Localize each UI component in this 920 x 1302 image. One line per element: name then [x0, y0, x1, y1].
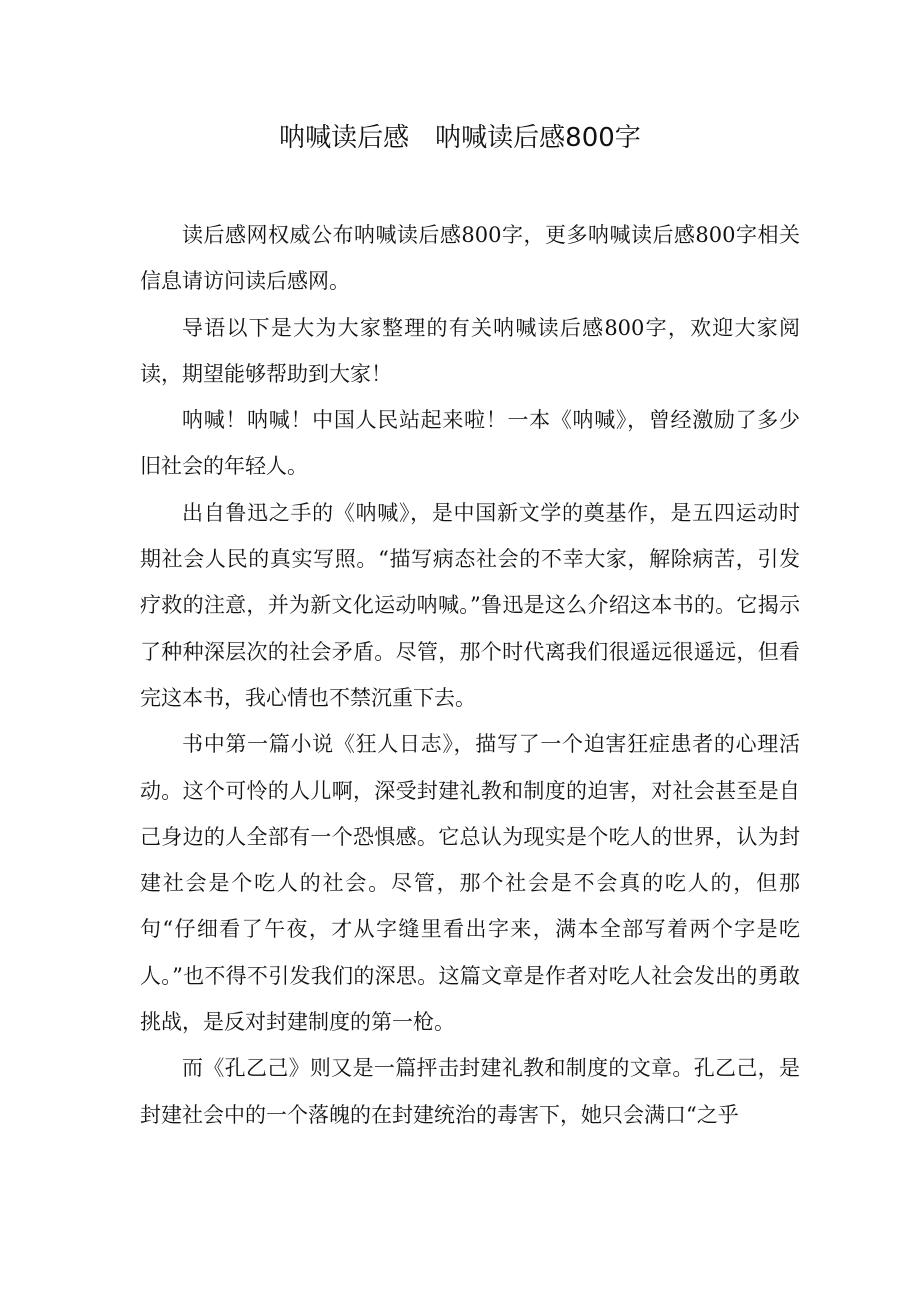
- paragraph-origin: 出自鲁迅之手的《呐喊》，是中国新文学的奠基作，是五四运动时期社会人民的真实写照。“描写病态社会的不幸大家，解除病苦，引发疗救的注意，并为新文化运动呐喊。”鲁迅是这么介绍这本书的。它揭示了种种深层次的社会矛盾。尽管，那个时代离我们很遥远很遥远，但看完这本书，我心情也不禁沉重下去。: [140, 500, 800, 710]
- paragraph-madman-diary: 书中第一篇小说《狂人日志》，描写了一个迫害狂症患者的心理活动。这个可怜的人儿啊，深受封建礼教和制度的迫害，对社会甚至是自己身边的人全部有一个恐惧感。它总认为现实是个吃人的世界，认为封建社会是个吃人的社会。尽管，那个社会是不会真的吃人的，但那句“仔细看了午夜，才从字缝里看出字来，满本全部写着两个字是吃人。”也不得不引发我们的深思。这篇文章是作者对吃人社会发出的勇敢挑战，是反对封建制度的第一枪。: [140, 732, 800, 1035]
- document-body: [140, 212, 800, 1138]
- paragraph-guide: 导语以下是大为大家整理的有关呐喊读后感800字，欢迎大家阅读，期望能够帮助到大家！: [140, 315, 800, 386]
- document-title: 呐喊读后感 呐喊读后感800字: [279, 123, 641, 153]
- paragraph-intro: 读后感网权威公布呐喊读后感800字，更多呐喊读后感800字相关信息请访问读后感网。: [140, 223, 800, 294]
- paragraph-kong-yiji: 而《孔乙己》则又是一篇抨击封建礼教和制度的文章。孔乙己，是封建社会中的一个落魄的在封建统治的毒害下，她只会满口“之乎: [140, 1056, 800, 1127]
- paragraph-shout: 呐喊！呐喊！中国人民站起来啦！一本《呐喊》，曾经激励了多少旧社会的年轻人。: [140, 408, 800, 479]
